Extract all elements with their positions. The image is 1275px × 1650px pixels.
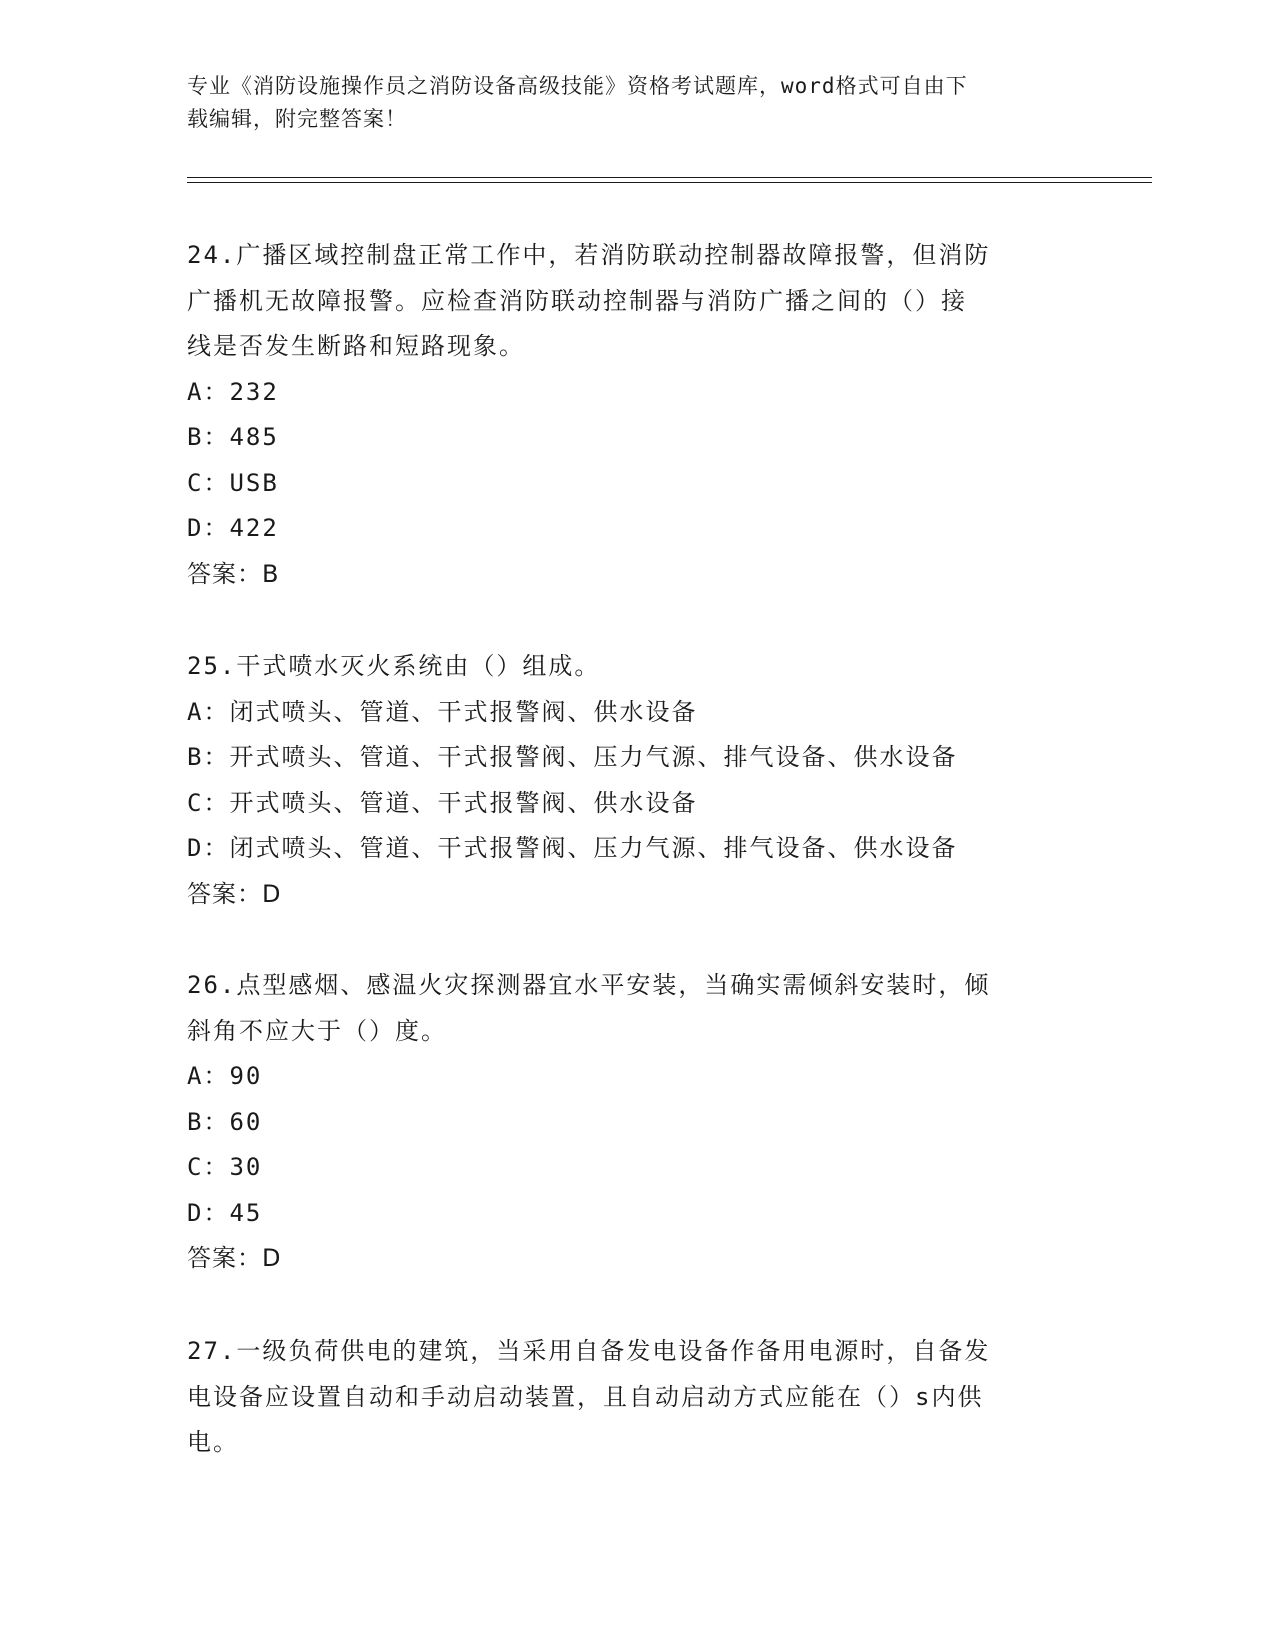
question-stem-line: 线是否发生断路和短路现象。 bbox=[187, 332, 525, 360]
option-d: D：闭式喷头、管道、干式报警阀、压力气源、排气设备、供水设备 bbox=[187, 834, 958, 862]
option-a: A：90 bbox=[187, 1062, 263, 1090]
question-stem-line: 26.点型感烟、感温火灾探测器宜水平安装，当确实需倾斜安装时，倾 bbox=[187, 971, 991, 999]
option-c: C：USB bbox=[187, 468, 279, 497]
option-c: C：开式喷头、管道、干式报警阀、供水设备 bbox=[187, 788, 698, 817]
answer: 答案：D bbox=[187, 1244, 282, 1272]
option-b: B：开式喷头、管道、干式报警阀、压力气源、排气设备、供水设备 bbox=[187, 743, 958, 771]
option-d: D：45 bbox=[187, 1198, 263, 1227]
question-26 bbox=[187, 963, 1107, 1282]
question-stem-line: 27.一级负荷供电的建筑，当采用自备发电设备作备用电源时，自备发 bbox=[187, 1337, 991, 1365]
question-27 bbox=[187, 1329, 1107, 1466]
option-b: B：60 bbox=[187, 1107, 263, 1136]
option-a: A：闭式喷头、管道、干式报警阀、供水设备 bbox=[187, 697, 698, 726]
header-line-2: 载编辑，附完整答案！ bbox=[187, 107, 407, 131]
page-header bbox=[187, 70, 1087, 136]
question-stem-line: 斜角不应大于（）度。 bbox=[187, 1016, 447, 1045]
question-24 bbox=[187, 233, 1107, 597]
header-rule-bottom bbox=[187, 182, 1152, 183]
option-a: A：232 bbox=[187, 377, 279, 406]
question-stem-line: 广播机无故障报警。应检查消防联动控制器与消防广播之间的（）接 bbox=[187, 286, 967, 315]
option-c: C：30 bbox=[187, 1153, 263, 1181]
question-25 bbox=[187, 644, 1107, 917]
header-rule-top bbox=[187, 177, 1152, 178]
question-stem-line: 25.干式喷水灭火系统由（）组成。 bbox=[187, 652, 601, 680]
option-d: D：422 bbox=[187, 514, 279, 542]
question-stem-line: 电。 bbox=[187, 1428, 239, 1456]
answer: 答案：B bbox=[187, 559, 280, 588]
header-line-1: 专业《消防设施操作员之消防设备高级技能》资格考试题库，word格式可自由下 bbox=[187, 74, 968, 98]
question-stem-line: 电设备应设置自动和手动启动装置，且自动启动方式应能在（）s内供 bbox=[187, 1382, 984, 1411]
question-stem-line: 24.广播区域控制盘正常工作中，若消防联动控制器故障报警，但消防 bbox=[187, 241, 991, 269]
answer: 答案：D bbox=[187, 879, 282, 908]
option-b: B：485 bbox=[187, 423, 279, 451]
